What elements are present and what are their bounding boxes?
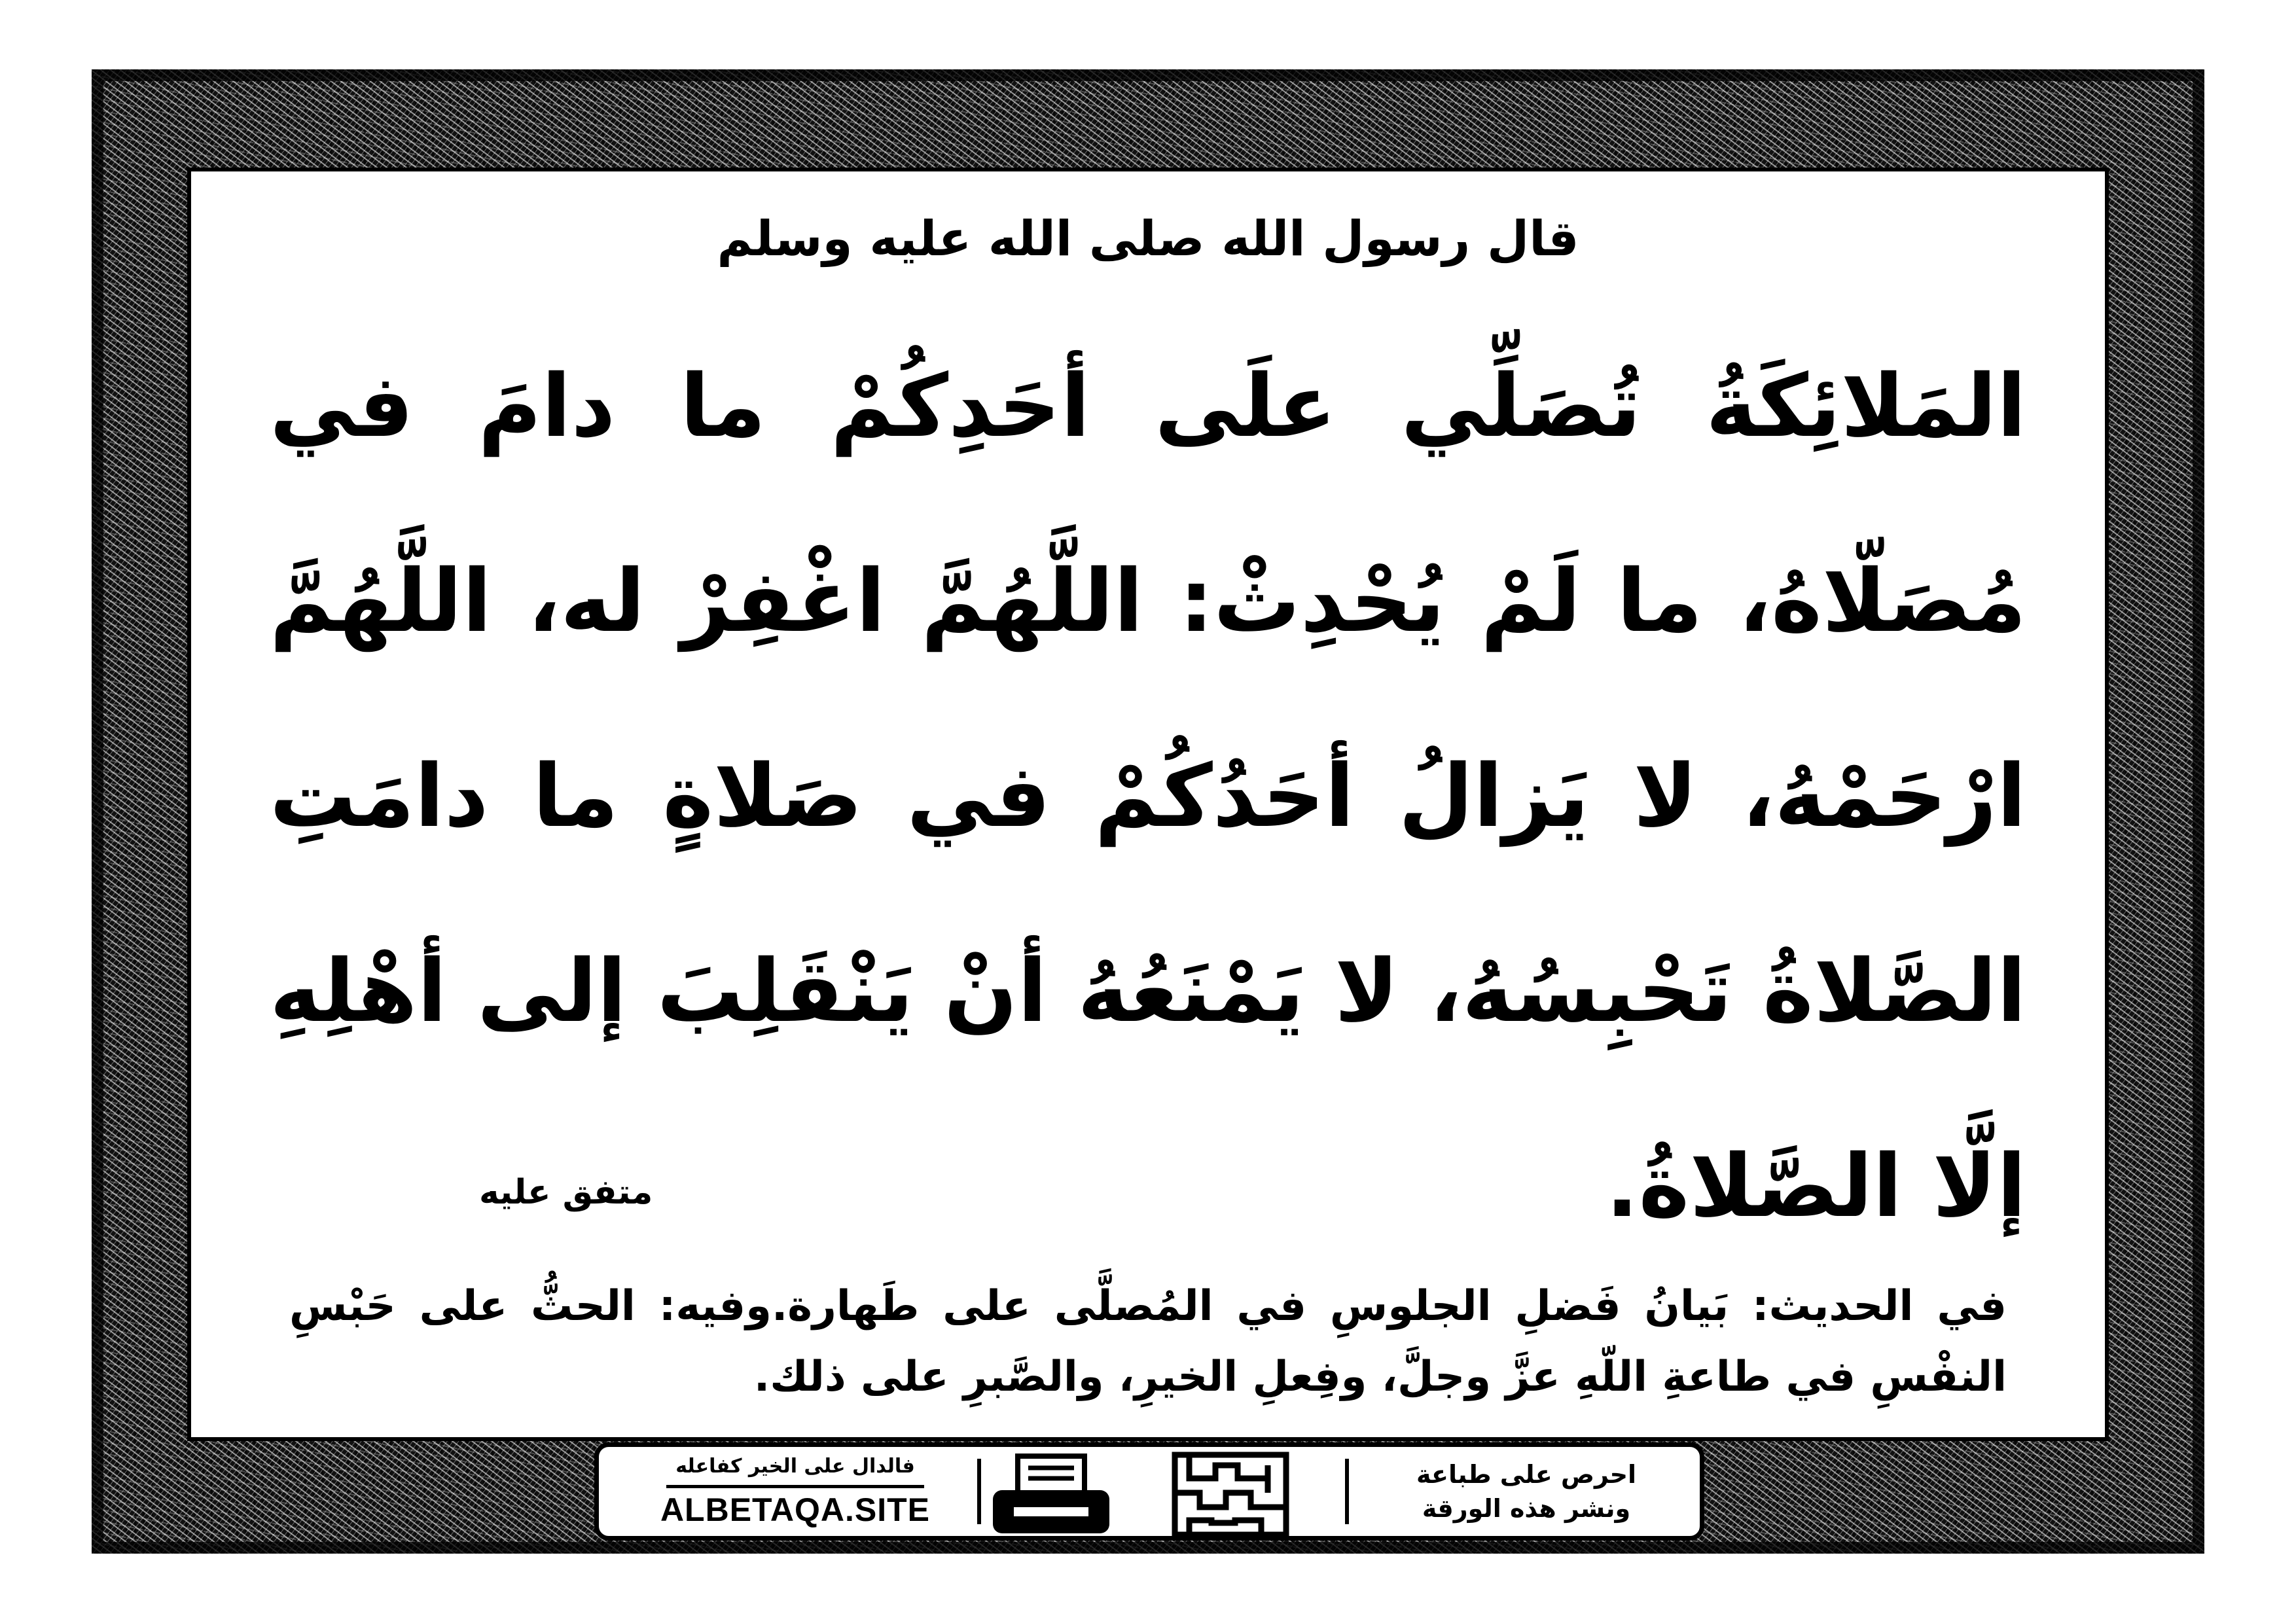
hadith-text: المَلائِكَةُ تُصَلِّي علَى أحَدِكُمْ ما دامَ في مُصَلّاهُ، ما لَمْ يُحْدِثْ: اللَّهُمَّ اغْفِرْ له، اللَّهُمَّ ارْحَمْهُ، لا يَزالُ أحَدُكُمْ في صَلاةٍ ما دامَتِ الصَّلاةُ تَحْبِسُهُ، لا يَمْنَعُهُ أنْ يَنْقَلِبَ إلى أهْلِهِ إلَّا الصَّلاةُ.: [270, 356, 2026, 1237]
content-panel: [191, 171, 2105, 1437]
print-reminder-line2: ونشر هذه الورقة: [1422, 1494, 1631, 1523]
site-url: ALBETAQA.SITE: [660, 1491, 931, 1528]
hadith-intro: قال رسول الله صلى الله عليه وسلم: [717, 211, 1579, 267]
print-reminder-line1: احرص على طباعة: [1416, 1460, 1637, 1489]
printer-icon: [989, 1454, 1113, 1537]
site-tagline: فالدال على الخير كفاعله: [666, 1452, 924, 1488]
footer-divider-right: [1345, 1459, 1349, 1524]
print-reminder: [1372, 1447, 1680, 1536]
site-info: [612, 1447, 978, 1536]
hadith-benefit: في الحديث: بَيانُ فَضلِ الجلوسِ في المُصلَّى على طَهارة.وفيه: الحثُّ على حَبْسِ النفْسِ في طاعةِ اللّهِ عزَّ وجلَّ، وفِعلِ الخيرِ، والصَّبرِ على ذلك.: [289, 1282, 2007, 1401]
hadith-source: متفق عليه: [479, 1173, 653, 1212]
dawah-waraqa-logo-icon: [1170, 1450, 1291, 1540]
footer-bar: [594, 1442, 1704, 1541]
